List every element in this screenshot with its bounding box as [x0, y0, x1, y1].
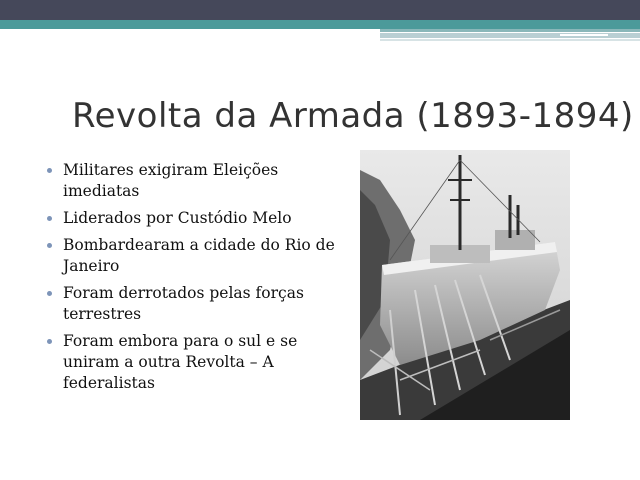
bullet-icon: [47, 339, 52, 344]
bullet-icon: [47, 243, 52, 248]
bullet-icon: [47, 168, 52, 173]
bullet-icon: [47, 291, 52, 296]
bullet-text: Militares exigiram Eleições imediatas: [63, 161, 279, 200]
slide-title: Revolta da Armada (1893-1894): [72, 96, 634, 136]
bullet-item: [45, 235, 345, 277]
bullet-item: [45, 208, 345, 229]
bullet-list: [45, 160, 345, 400]
bullet-icon: [47, 216, 52, 221]
accent-stripe: [380, 29, 640, 32]
bullet-text: Liderados por Custódio Melo: [63, 209, 292, 227]
accent-stripe: [380, 39, 640, 41]
accent-highlight: [560, 34, 608, 36]
bullet-text: Foram derrotados pelas forças terrestres: [63, 284, 304, 323]
bullet-text: Bombardearam a cidade do Rio de Janeiro: [63, 236, 335, 275]
bullet-item: [45, 331, 345, 394]
bullet-text: Foram embora para o sul e se uniram a outra Revolta – A federalistas: [63, 332, 298, 392]
battleship-in-dry-dock-photo: [360, 150, 570, 420]
top-banner: [0, 0, 640, 20]
accent-band: [0, 20, 640, 29]
bullet-item: [45, 160, 345, 202]
ship-photo: [360, 150, 570, 420]
bullet-item: [45, 283, 345, 325]
